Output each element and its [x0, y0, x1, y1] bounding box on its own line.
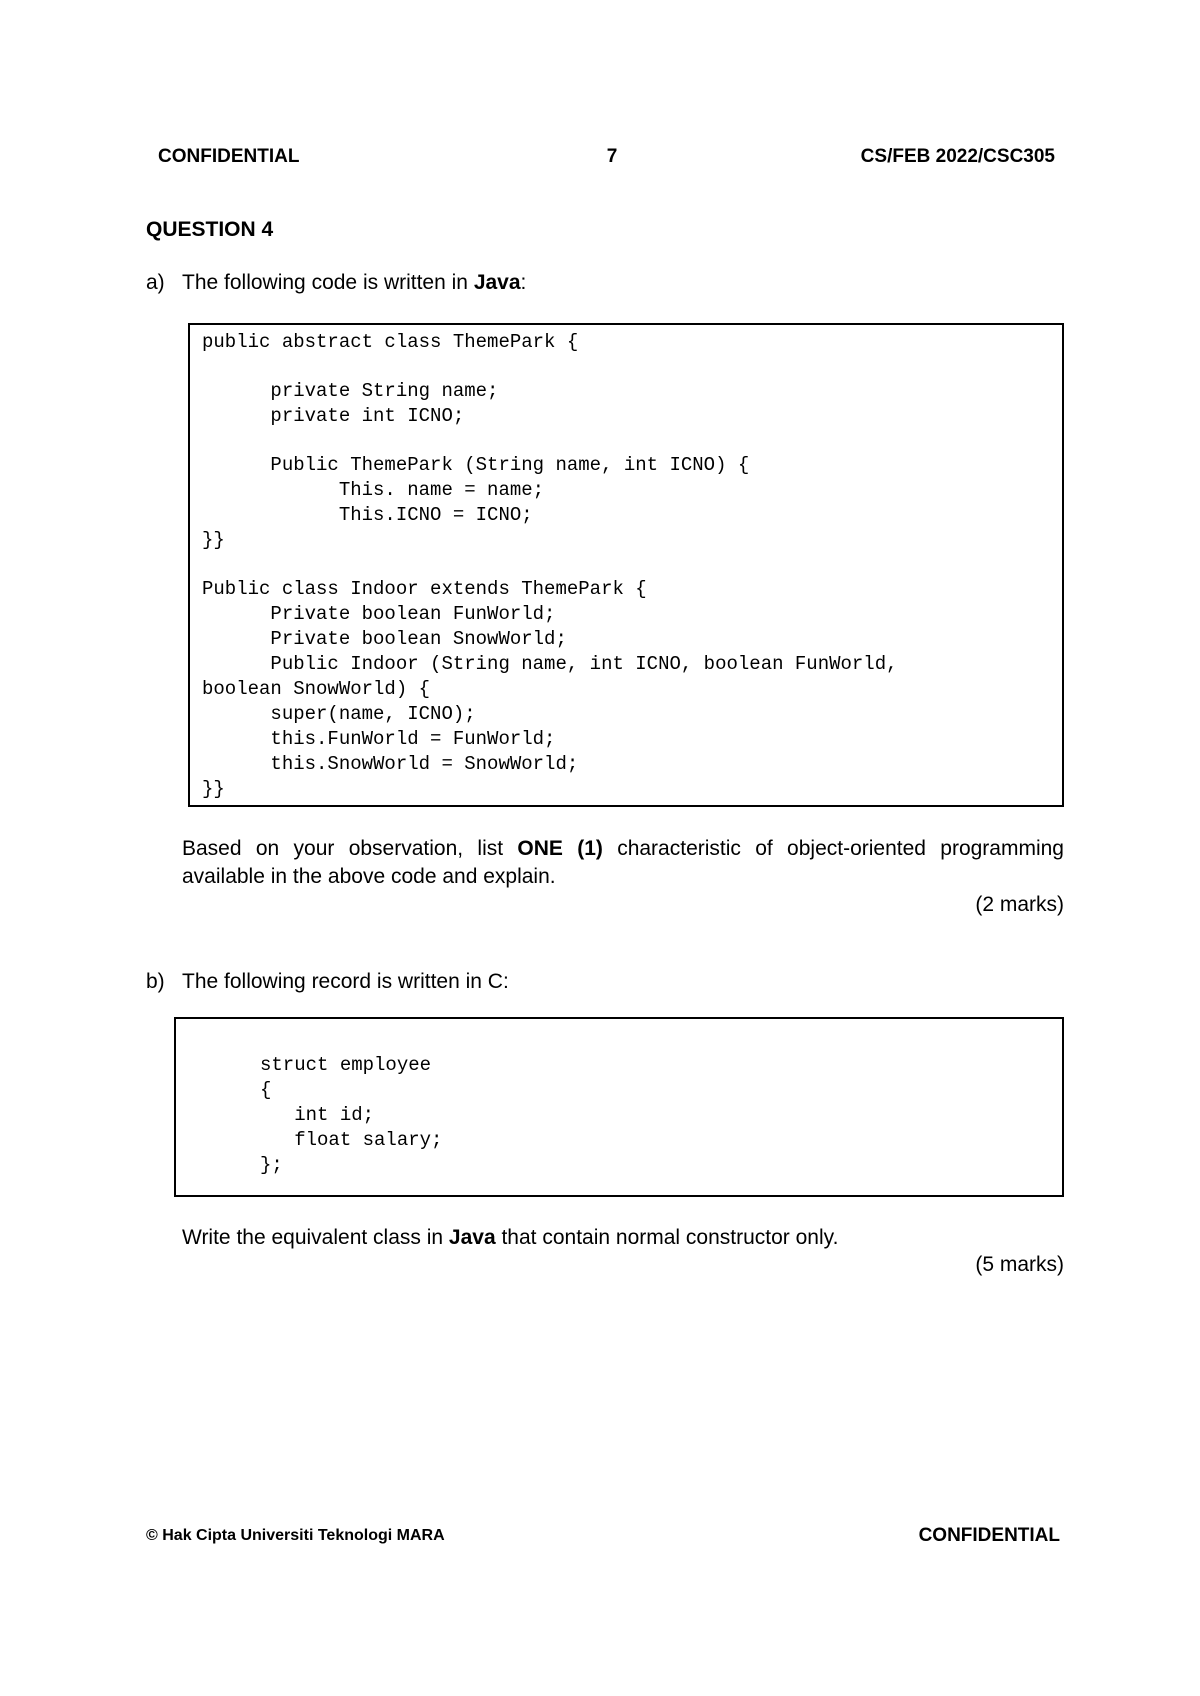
code-line: boolean SnowWorld) { [202, 678, 431, 700]
code-line: this.FunWorld = FunWorld; [202, 728, 556, 750]
java-code-box [188, 323, 1064, 807]
code-line: private int ICNO; [202, 405, 465, 427]
part-a-intro-bold: Java [473, 271, 521, 294]
code-line [202, 553, 1052, 577]
part-b-intro: The following record is written in C: [182, 970, 509, 993]
header-confidential: CONFIDENTIAL [158, 146, 300, 167]
code-line: Public Indoor (String name, int ICNO, boolean FunWorld, [202, 653, 898, 675]
code-line: int id; [260, 1104, 375, 1126]
footer-copyright: © Hak Cipta Universiti Teknologi MARA [146, 1527, 445, 1544]
code-line [202, 355, 1052, 379]
code-line: Private boolean SnowWorld; [202, 628, 567, 650]
part-a-label: a) [146, 271, 165, 294]
code-line: struct employee [260, 1054, 432, 1076]
part-a-intro-prefix: The following code is written in [182, 271, 474, 294]
part-a-question-suffix: characteristic of object-oriented programming available in the above code and explain. [182, 837, 1064, 888]
code-line: }; [260, 1154, 283, 1176]
part-a-question [182, 835, 1064, 891]
part-b-label: b) [146, 970, 165, 993]
code-line: public abstract class ThemePark { [202, 331, 579, 353]
part-b-question-bold: Java [448, 1226, 496, 1249]
page-number: 7 [606, 146, 618, 167]
part-a-intro-suffix: : [520, 271, 527, 294]
part-a-question-bold: ONE (1) [517, 837, 603, 860]
code-line: Public class Indoor extends ThemePark { [202, 578, 647, 600]
question-title: QUESTION 4 [146, 218, 274, 241]
code-line: { [260, 1079, 272, 1101]
part-b-question [182, 1224, 1064, 1252]
part-b-marks: (5 marks) [975, 1253, 1064, 1276]
code-line [260, 1029, 1052, 1053]
code-line: Private boolean FunWorld; [202, 603, 556, 625]
part-b-question-suffix: that contain normal constructor only. [495, 1226, 839, 1249]
header-course-code: CS/FEB 2022/CSC305 [860, 146, 1055, 167]
code-line: this.SnowWorld = SnowWorld; [202, 753, 579, 775]
code-line: Public ThemePark (String name, int ICNO) { [202, 454, 750, 476]
part-a-marks: (2 marks) [975, 893, 1064, 916]
code-line: float salary; [260, 1129, 443, 1151]
part-a-question-prefix: Based on your observation, list [182, 837, 518, 860]
part-a-intro [182, 271, 526, 295]
code-line: private String name; [202, 380, 499, 402]
part-b-question-prefix: Write the equivalent class in [182, 1226, 449, 1249]
code-line: This.ICNO = ICNO; [202, 504, 533, 526]
code-line: This. name = name; [202, 479, 545, 501]
code-line: }} [202, 529, 225, 551]
c-struct-code-box [174, 1017, 1064, 1197]
code-line: }} [202, 778, 225, 800]
code-line [202, 429, 1052, 453]
code-line: super(name, ICNO); [202, 703, 476, 725]
footer-confidential: CONFIDENTIAL [918, 1525, 1060, 1546]
